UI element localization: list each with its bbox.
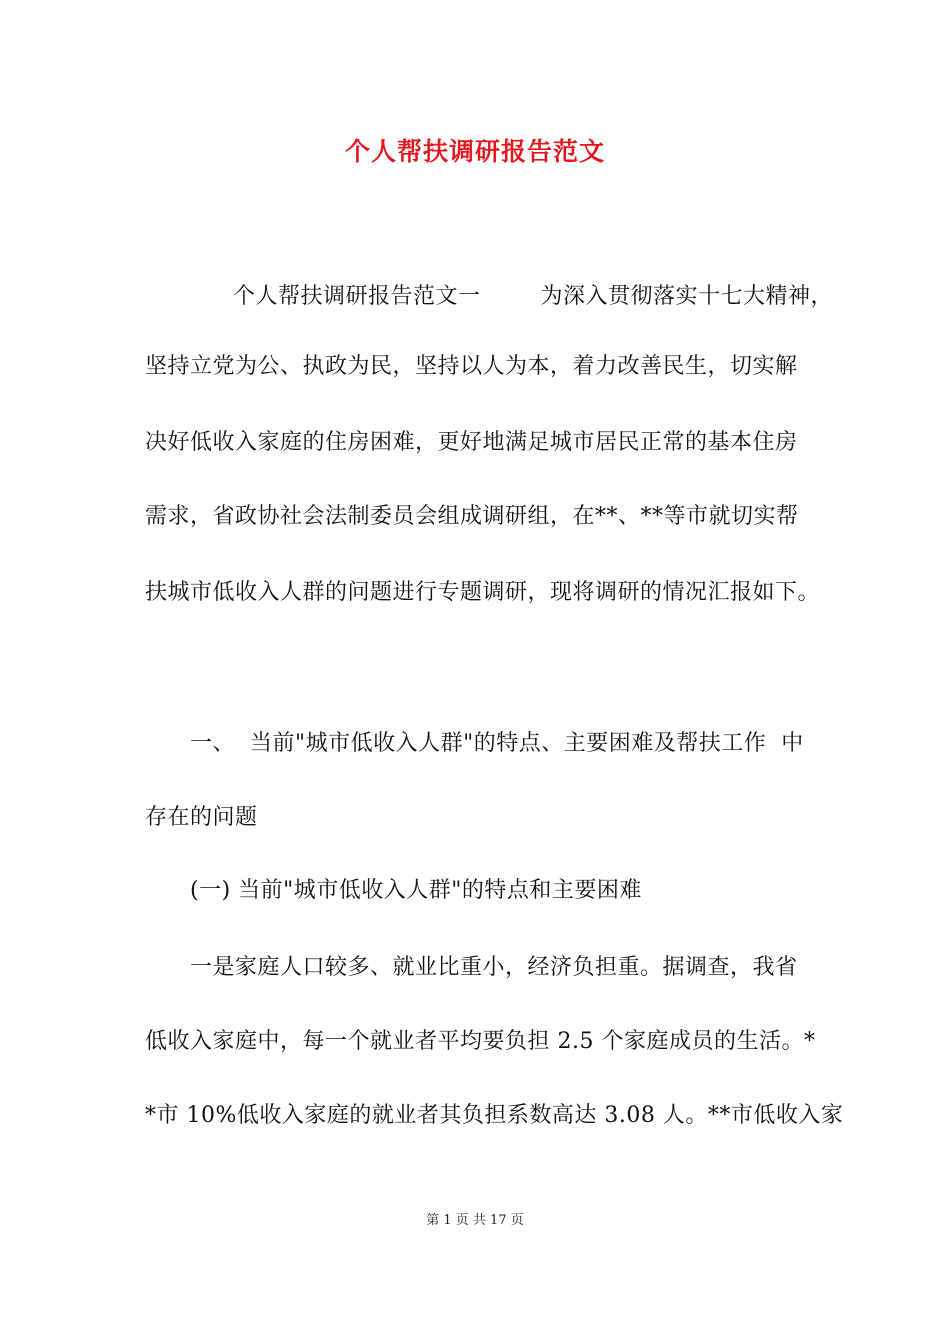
paragraph-line: 一是家庭人口较多、就业比重小，经济负担重。据调查，我省: [190, 955, 798, 980]
paragraph-line: 需求，省政协社会法制委员会组成调研组，在**、**等市就切实帮: [145, 504, 799, 529]
document-title: 个人帮扶调研报告范文: [344, 137, 605, 166]
paragraph-line: 决好低收入家庭的住房困难，更好地满足城市居民正常的基本住房: [145, 430, 798, 455]
section-heading-line: 一、 当前"城市低收入人群"的特点、主要困难及帮扶工作 中: [190, 731, 804, 756]
subsection-heading: (一) 当前"城市低收入人群"的特点和主要困难: [190, 878, 642, 903]
page-number-footer: 第 1 页 共 17 页: [426, 1213, 524, 1228]
paragraph-line: 低收入家庭中，每一个就业者平均要负担 2.5 个家庭成员的生活。*: [145, 1029, 816, 1054]
paragraph-line: 扶城市低收入人群的问题进行专题调研，现将调研的情况汇报如下。: [145, 580, 821, 605]
paragraph-line: *市 10%低收入家庭的就业者其负担系数高达 3.08 人。**市低收入家: [145, 1103, 844, 1128]
paragraph-line: 个人帮扶调研报告范文一 为深入贯彻落实十七大精神，: [233, 284, 833, 309]
section-heading-line: 存在的问题: [145, 805, 258, 830]
paragraph-line: 坚持立党为公、执政为民，坚持以人为本，着力改善民生，切实解: [145, 354, 798, 379]
